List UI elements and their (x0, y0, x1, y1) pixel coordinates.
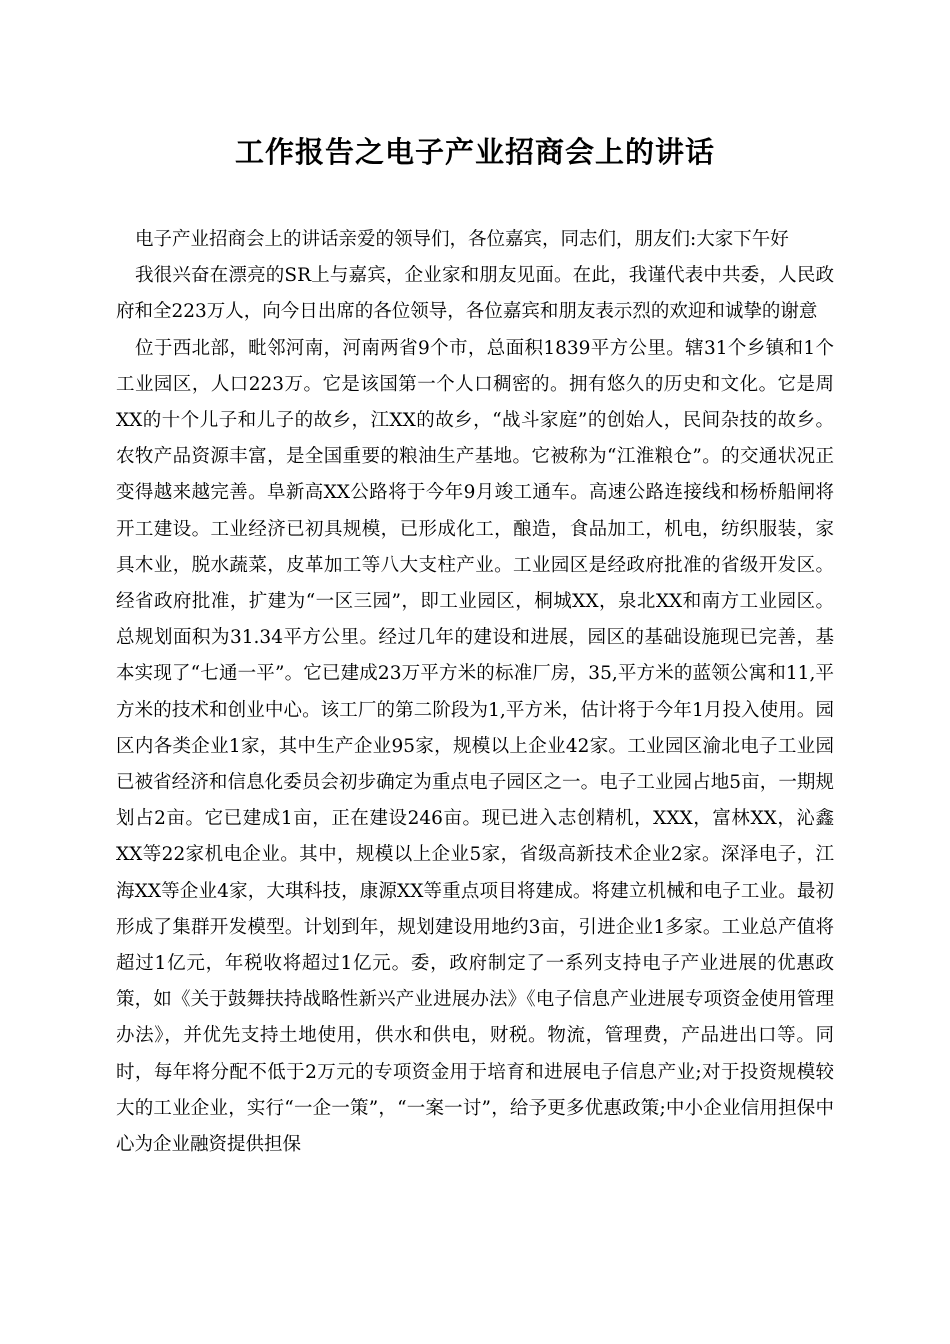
document-body (116, 222, 834, 1163)
paragraph-greeting: 电子产业招商会上的讲话亲爱的领导们，各位嘉宾，同志们，朋友们:大家下午好 (135, 229, 789, 250)
paragraph-overview: 位于西北部，毗邻河南，河南两省9个市，总面积1839平方公里。辖31个乡镇和1个工业园区，人口223万。它是该国第一个人口稠密的。拥有悠久的历史和文化。它是周XX的十个儿子和儿子的故乡，江XX的故乡，“战斗家庭”的创始人，民间杂技的故乡。农牧产品资源丰富，是全国重要的粮油生产基地。它被称为“江淮粮仓”。的交通状况正变得越来越完善。阜新高XX公路将于今年9月竣工通车。高速公路连接线和杨桥船闸将开工建设。工业经济已初具规模，已形成化工，酿造，食品加工，机电，纺织服装，家具木业，脱水蔬菜，皮革加工等八大支柱产业。工业园区是经政府批准的省级开发区。经省政府批准，扩建为“一区三园”，即工业园区，桐城XX，泉北XX和南方工业园区。总规划面积为31.34平方公里。经过几年的建设和进展，园区的基础设施现已完善，基本实现了“七通一平”。它已建成23万平方米的标准厂房，35,平方米的蓝领公寓和11,平方米的技术和创业中心。该工厂的第二阶段为1,平方米，估计将于今年1月投入使用。园区内各类企业1家，其中生产企业95家，规模以上企业42家。工业园区渝北电子工业园已被省经济和信息化委员会初步确定为重点电子园区之一。电子工业园占地5亩，一期规划占2亩。它已建成1亩，正在建设246亩。现已进入志创精机，XXX，富林XX，沁鑫XX等22家机电企业。其中，规模以上企业5家，省级高新技术企业2家。深泽电子，江海XX等企业4家，大琪科技，康源XX等重点项目将建成。将建立机械和电子工业。最初形成了集群开发模型。计划到年，规划建设用地约3亩，引进企业1多家。工业总产值将超过1亿元，年税收将超过1亿元。委，政府制定了一系列支持电子产业进展的优惠政策，如《关于鼓舞扶持战略性新兴产业进展办法》《电子信息产业进展专项资金使用管理办法》，并优先支持土地使用，供水和供电，财税。物流，管理费，产品进出口等。同时，每年将分配不低于2万元的专项资金用于培育和进展电子信息产业;对于投资规模较大的工业企业，实行“一企一策”，“一案一讨”，给予更多优惠政策;中小企业信用担保中心为企业融资提供担保 (116, 337, 834, 1156)
document-title: 工作报告之电子产业招商会上的讲话 (234, 135, 715, 169)
paragraph-welcome: 我很兴奋在漂亮的SR上与嘉宾，企业家和朋友见面。在此，我谨代表中共委，人民政府和全223万人，向今日出席的各位领导，各位嘉宾和朋友表示烈的欢迎和诚挚的谢意 (116, 265, 834, 323)
